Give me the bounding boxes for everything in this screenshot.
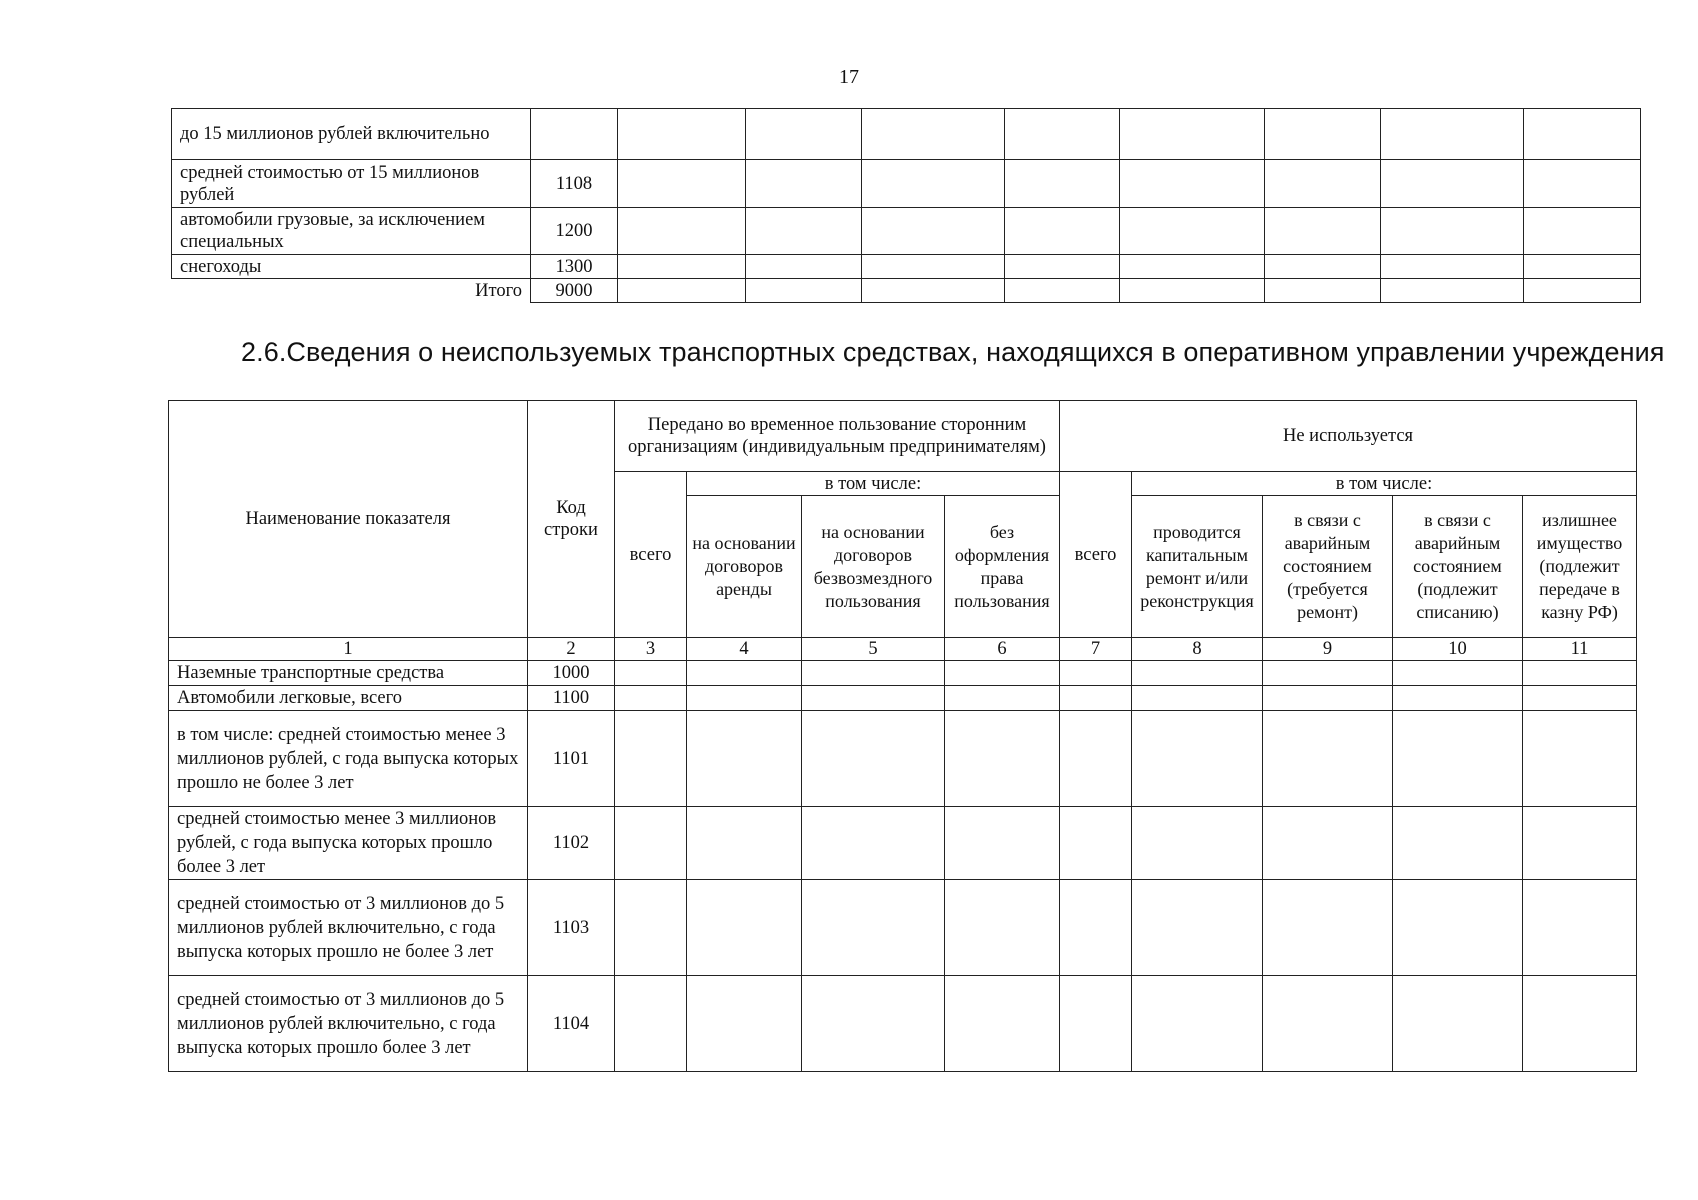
col-num: 4 [687, 638, 802, 661]
table-row [169, 880, 1637, 976]
row-code [531, 109, 618, 160]
row-name: средней стоимостью от 15 миллионов рублей [172, 160, 531, 208]
main-table [168, 400, 1637, 1072]
section-title: 2.6.Сведения о неиспользуемых транспортных средствах, находящихся в оперативном управлении учреждения [241, 337, 1665, 367]
col-num: 6 [945, 638, 1060, 661]
col-num: 10 [1393, 638, 1523, 661]
row-code: 1300 [531, 255, 618, 279]
row-name: средней стоимостью от 3 миллионов до 5 миллионов рублей включительно, с года выпуска которых прошло не более 3 лет [169, 880, 528, 976]
total-label: Итого [172, 279, 531, 303]
row-name: Автомобили легковые, всего [169, 686, 528, 711]
row-name: средней стоимостью от 3 миллионов до 5 миллионов рублей включительно, с года выпуска которых прошло более 3 лет [169, 976, 528, 1072]
row-name: снегоходы [172, 255, 531, 279]
header-name: Наименование показателя [169, 401, 528, 638]
col-num: 1 [169, 638, 528, 661]
header-total-2: всего [1060, 472, 1132, 638]
table-row [172, 109, 1641, 160]
table-row [169, 686, 1637, 711]
row-code: 1101 [528, 711, 615, 807]
col-num: 8 [1132, 638, 1263, 661]
row-code: 1102 [528, 807, 615, 880]
header-emergency-writeoff: в связи с аварийным состоянием (подлежит списанию) [1393, 496, 1523, 638]
col-num: 7 [1060, 638, 1132, 661]
table-row [169, 711, 1637, 807]
table-row [172, 160, 1641, 208]
page-number: 17 [839, 66, 859, 88]
col-num: 5 [802, 638, 945, 661]
header-repair: проводится капитальным ремонт и/или реконструкция [1132, 496, 1263, 638]
row-name: автомобили грузовые, за исключением специальных [172, 208, 531, 255]
header-total-1: всего [615, 472, 687, 638]
total-row [172, 279, 1641, 303]
header-free-use: на основании договоров безвозмездного пользования [802, 496, 945, 638]
header-including-2: в том числе: [1132, 472, 1637, 496]
row-name: в том числе: средней стоимостью менее 3 миллионов рублей, с года выпуска которых прошло не более 3 лет [169, 711, 528, 807]
table-row [172, 208, 1641, 255]
top-table [171, 108, 1641, 303]
table-row [169, 807, 1637, 880]
row-code: 1200 [531, 208, 618, 255]
col-num: 2 [528, 638, 615, 661]
header-emergency-repair: в связи с аварийным состоянием (требуется ремонт) [1263, 496, 1393, 638]
row-code: 1000 [528, 661, 615, 686]
header-lease: на основании договоров аренды [687, 496, 802, 638]
table-row [169, 976, 1637, 1072]
col-num: 9 [1263, 638, 1393, 661]
row-code: 1103 [528, 880, 615, 976]
row-code: 1108 [531, 160, 618, 208]
row-name: Наземные транспортные средства [169, 661, 528, 686]
header-not-used: Не используется [1060, 401, 1637, 472]
table-row [172, 255, 1641, 279]
total-code: 9000 [531, 279, 618, 303]
col-num: 3 [615, 638, 687, 661]
column-numbers-row [169, 638, 1637, 661]
row-code: 1104 [528, 976, 615, 1072]
row-name: до 15 миллионов рублей включительно [172, 109, 531, 160]
row-name: средней стоимостью менее 3 миллионов рублей, с года выпуска которых прошло более 3 лет [169, 807, 528, 880]
table-row [169, 661, 1637, 686]
header-surplus: излишнее имущество (подлежит передаче в казну РФ) [1523, 496, 1637, 638]
row-code: 1100 [528, 686, 615, 711]
header-code: Код строки [528, 401, 615, 638]
header-including-1: в том числе: [687, 472, 1060, 496]
header-no-formal: без оформления права пользования [945, 496, 1060, 638]
col-num: 11 [1523, 638, 1637, 661]
header-transferred: Передано во временное пользование сторонним организациям (индивидуальным предпринимателям) [615, 401, 1060, 472]
